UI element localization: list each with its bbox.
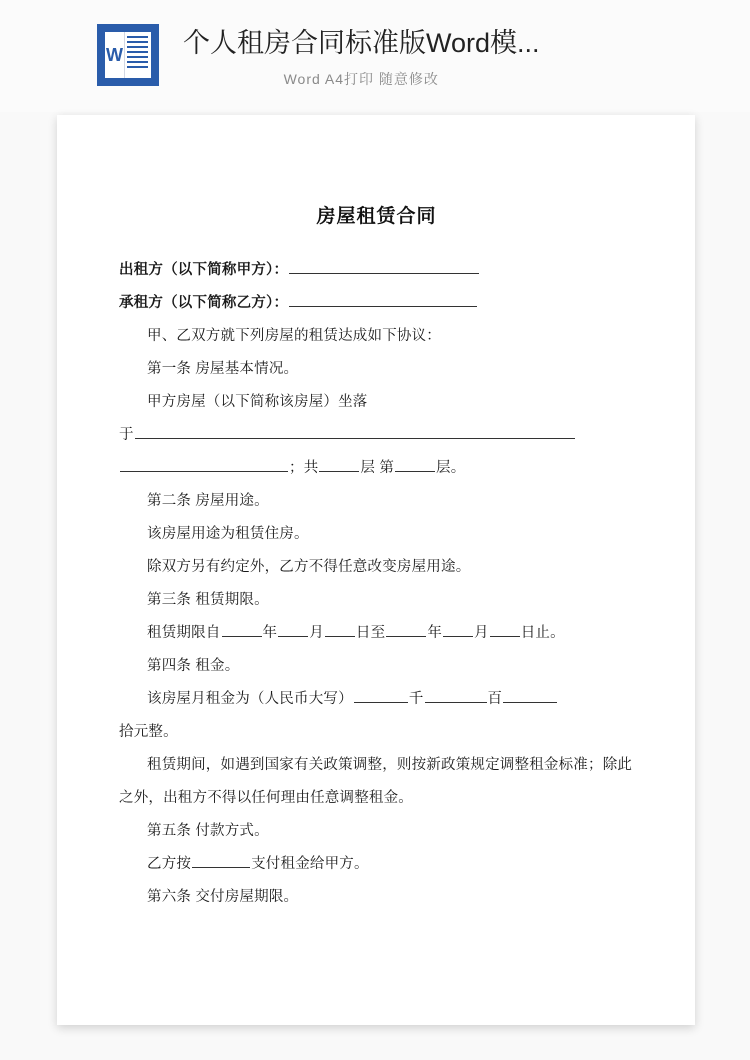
- lessor-line: [119, 254, 634, 287]
- term-day-2-blank: [490, 619, 520, 637]
- lease-term-line: [119, 617, 634, 650]
- address-suffix-2: 层 第: [360, 460, 395, 476]
- payment-prefix: 乙方按: [147, 856, 192, 872]
- address-line-2: [119, 452, 634, 485]
- address-suffix-3: 层。: [436, 460, 466, 476]
- address-blank-2: [120, 454, 288, 472]
- agreement-intro: 甲、乙双方就下列房屋的租赁达成如下协议：: [147, 328, 441, 344]
- policy-adjustment-text: 租赁期间，如遇到国家有关政策调整，则按新政策规定调整租金标准；除此之外，出租方不得以任何理由任意调整租金。: [119, 757, 633, 806]
- page-header: [0, 0, 750, 112]
- page-subtitle: Word A4打印 随意修改: [283, 71, 439, 87]
- lessee-label: 承租方（以下简称乙方）：: [119, 295, 289, 311]
- rent-prefix: 该房屋月租金为（人民币大写）: [147, 691, 353, 707]
- address-suffix-1: ；共: [289, 460, 319, 476]
- article-3-heading: 第三条 租赁期限。: [147, 592, 269, 608]
- rent-thousands-blank: [354, 685, 408, 703]
- address-line-1: [119, 419, 634, 452]
- term-day-2: 日止。: [520, 625, 565, 641]
- term-year-1: 年: [262, 625, 278, 641]
- term-month-2-blank: [443, 619, 473, 637]
- term-year-1-blank: [222, 619, 262, 637]
- rent-hundreds-blank: [425, 685, 487, 703]
- term-day-1: 日至: [355, 625, 386, 641]
- address-blank-1: [135, 421, 575, 439]
- document-page: [57, 115, 695, 1025]
- article-1-body: 甲方房屋（以下简称该房屋）坐落: [147, 394, 368, 410]
- floor-number-blank: [395, 454, 435, 472]
- term-prefix: 租赁期限自: [147, 625, 221, 641]
- payment-period-blank: [192, 850, 250, 868]
- article-6-heading: 第六条 交付房屋期限。: [147, 889, 299, 905]
- term-month-2: 月: [474, 625, 489, 641]
- payment-suffix: 支付租金给甲方。: [251, 856, 369, 872]
- lessor-blank: [289, 256, 479, 274]
- document-title: 房屋租赁合同: [316, 206, 437, 227]
- rent-unit-1: 千: [408, 691, 424, 707]
- rent-amount-line: [119, 683, 634, 716]
- article-1-heading: 第一条 房屋基本情况。: [147, 361, 299, 377]
- payment-method-line: [119, 848, 634, 881]
- rent-tail: 拾元整。: [119, 724, 178, 740]
- article-2-heading: 第二条 房屋用途。: [147, 493, 269, 509]
- lessee-line: [119, 287, 634, 320]
- word-document-icon: [97, 24, 159, 86]
- address-prefix: 于: [119, 427, 134, 443]
- floor-total-blank: [319, 454, 359, 472]
- lessee-blank: [289, 289, 477, 307]
- term-month-1: 月: [309, 625, 324, 641]
- article-2-body-2: 除双方另有约定外，乙方不得任意改变房屋用途。: [147, 559, 471, 575]
- article-5-heading: 第五条 付款方式。: [147, 823, 269, 839]
- article-4-heading: 第四条 租金。: [147, 658, 240, 674]
- header-text-block: [183, 24, 540, 89]
- word-icon-letter: W: [106, 45, 123, 65]
- document-body: [119, 115, 634, 914]
- term-year-2-blank: [386, 619, 426, 637]
- word-icon-text-lines: [127, 36, 148, 74]
- term-year-2: 年: [427, 625, 443, 641]
- lessor-label: 出租方（以下简称甲方）：: [119, 262, 289, 278]
- term-month-1-blank: [278, 619, 308, 637]
- rent-tens-blank: [503, 685, 557, 703]
- page-title: 个人租房合同标准版Word模...: [183, 28, 540, 58]
- rent-unit-2: 百: [487, 691, 503, 707]
- article-2-body-1: 该房屋用途为租赁住房。: [147, 526, 309, 542]
- term-day-1-blank: [325, 619, 355, 637]
- header-content: [97, 24, 540, 89]
